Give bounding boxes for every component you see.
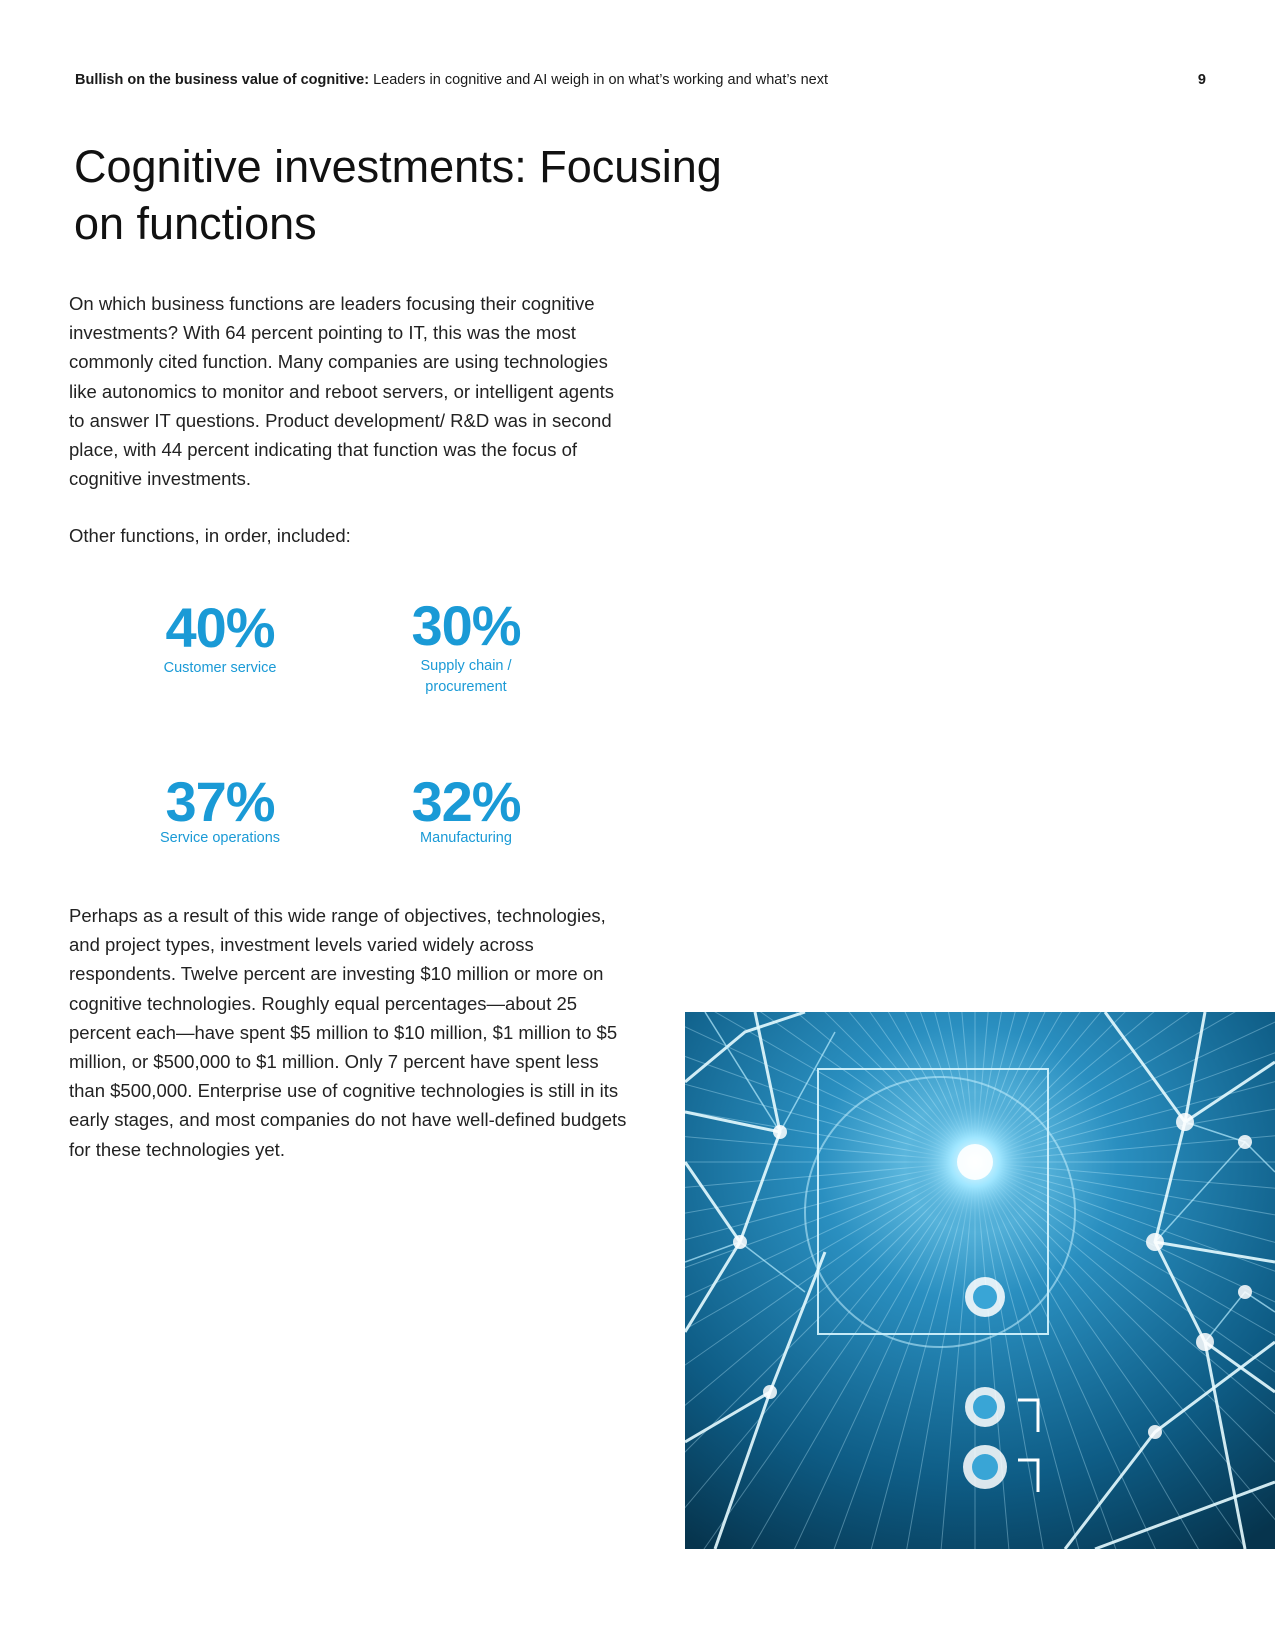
- page-number: 9: [1197, 72, 1206, 88]
- running-header: [75, 70, 1205, 90]
- page-title: Cognitive investments: Focusing on functions: [74, 141, 722, 249]
- stat-value: 37%: [165, 770, 275, 833]
- stat-service-operations: [125, 771, 315, 849]
- stat-customer-service: [125, 597, 315, 679]
- stat-supply-chain: [371, 595, 561, 698]
- stat-value: 30%: [411, 594, 521, 657]
- hero-image: [685, 1012, 1275, 1549]
- stat-value: 40%: [165, 596, 275, 659]
- closing-paragraph: Perhaps as a result of this wide range of objectives, technologies, and project types, investment levels varied widely across respondents. Twelve percent are investing $10 million or more on cognitive technologies. Roughly equal percentages—about 25 percent each—have spent $5 million to $10 million, $1 million to $5 million, or $500,000 to $1 million. Only 7 percent have spent less than $500,000. Enterprise use of cognitive technologies is still in its early stages, and most companies do not have well-defined budgets for these technologies yet.: [69, 905, 627, 1160]
- stat-label: Manufacturing: [420, 830, 512, 846]
- stat-label: Customer service: [163, 660, 277, 676]
- stat-label: Service operations: [159, 830, 281, 846]
- stat-manufacturing: [371, 771, 561, 849]
- stat-value: 32%: [411, 770, 521, 833]
- stat-label: Supply chain / procurement: [420, 658, 512, 695]
- list-lead-text: Other functions, in order, included:: [69, 525, 351, 546]
- intro-paragraph: On which business functions are leaders focusing their cognitive investments? With 64 percent pointing to IT, this was the most commonly cited function. Many companies are using technologies like autonomics to monitor and reboot servers, or intelligent agents to answer IT questions. Product development/ R&D was in second place, with 44 percent indicating that function was the focus of cognitive investments.: [69, 293, 615, 490]
- report-title: Bullish on the business value of cognitive:: [75, 72, 370, 88]
- report-subtitle: Leaders in cognitive and AI weigh in on what’s working and what’s next: [373, 72, 828, 88]
